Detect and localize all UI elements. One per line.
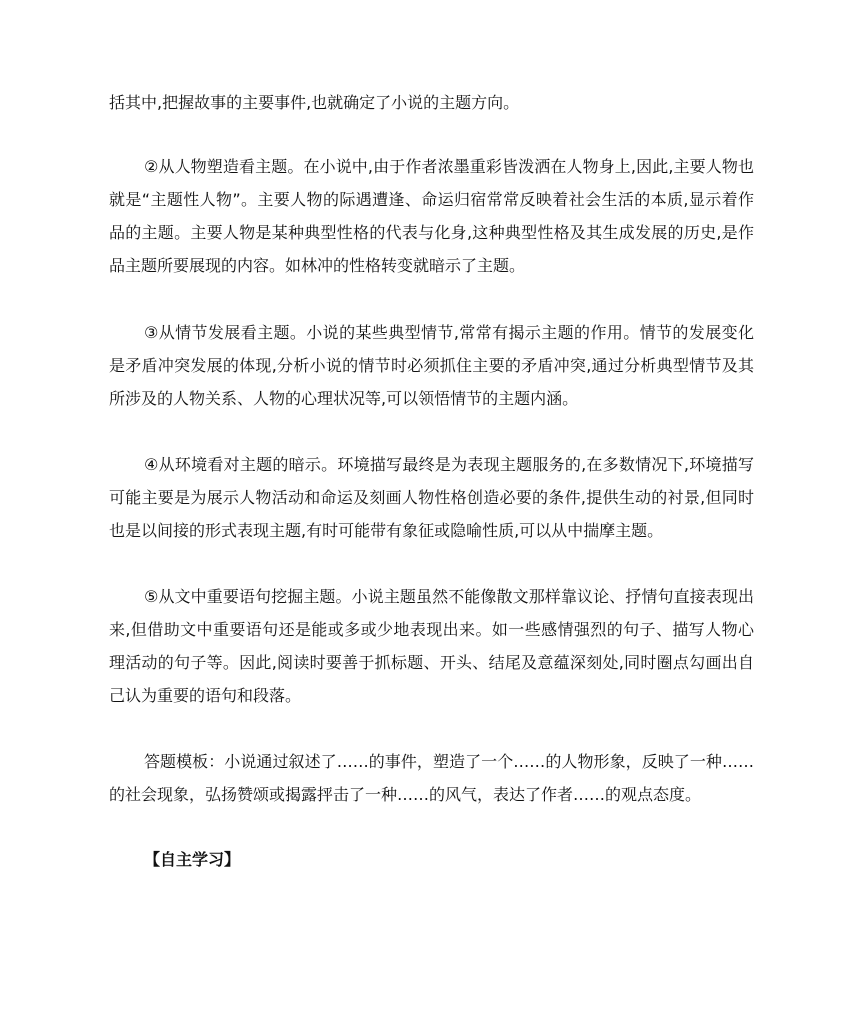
section-heading: 【自主学习】 [144, 850, 241, 869]
paragraph-character-theme: ②从人物塑造看主题。在小说中,由于作者浓墨重彩皆泼洒在人物身上,因此,主要人物也就是“主题性人物”。主要人物的际遇遭逢、命运归宿常常反映着社会生活的本质,显示着作品的主题。主要人物是某种典型性格的代表与化身,这种典型性格及其生成发展的历史,是作品主题所要展现的内容。如林冲的性格转变就暗示了主题。 [109, 157, 754, 275]
paragraph-continuation: 括其中,把握故事的主要事件,也就确定了小说的主题方向。 [109, 93, 520, 112]
paragraph-environment-theme: ④从环境看对主题的暗示。环境描写最终是为表现主题服务的,在多数情况下,环境描写可能主要是为展示人物活动和命运及刻画人物性格创造必要的条件,提供生动的衬景,但同时也是以间接的形式表现主题,有时可能带有象征或隐喻性质,可以从中揣摩主题。 [109, 455, 754, 540]
paragraph-plot-theme: ③从情节发展看主题。小说的某些典型情节,常常有揭示主题的作用。情节的发展变化是矛盾冲突发展的体现,分析小说的情节时必须抓住主要的矛盾冲突,通过分析典型情节及其所涉及的人物关系、人物的心理状况等,可以领悟情节的主题内涵。 [109, 323, 754, 408]
paragraph-answer-template: 答题模板：小说通过叙述了……的事件，塑造了一个……的人物形象，反映了一种……的社会现象，弘扬赞颂或揭露抨击了一种……的风气，表达了作者……的观点态度。 [109, 752, 754, 804]
paragraph-key-sentences-theme: ⑤从文中重要语句挖掘主题。小说主题虽然不能像散文那样靠议论、抒情句直接表现出来,但借助文中重要语句还是能或多或少地表现出来。如一些感情强烈的句子、描写人物心理活动的句子等。因此,阅读时要善于抓标题、开头、结尾及意蕴深刻处,同时圈点勾画出自己认为重要的语句和段落。 [109, 587, 754, 705]
